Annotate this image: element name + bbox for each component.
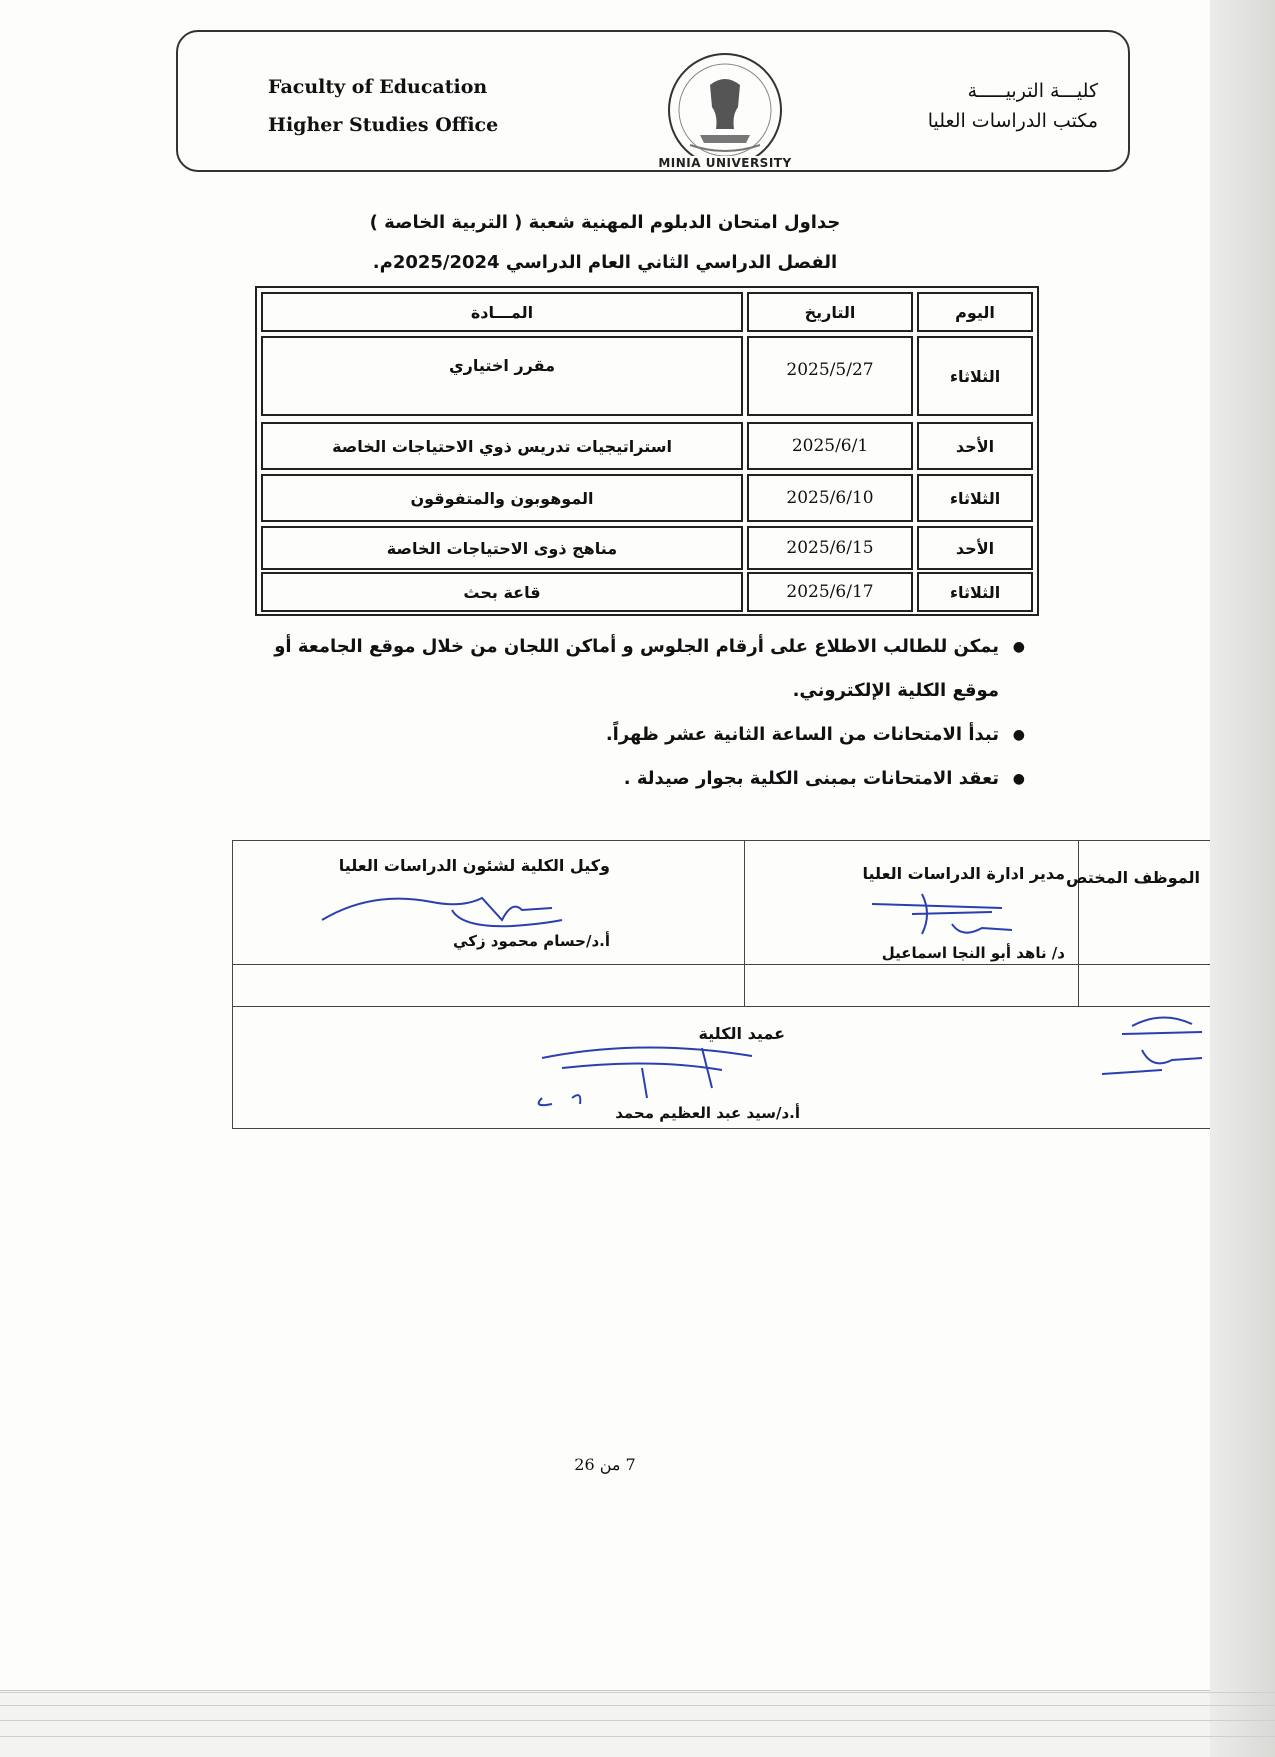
office-name-en: Higher Studies Office bbox=[268, 114, 499, 136]
row-subject: مناهج ذوى الاحتياجات الخاصة bbox=[261, 526, 743, 570]
row-day: الثلاثاء bbox=[917, 474, 1033, 522]
header-date: التاريخ bbox=[747, 292, 913, 332]
row-subject: مقرر اختياري bbox=[261, 336, 743, 416]
paper-stack-line bbox=[0, 1736, 1275, 1737]
page-number: 7 من 26 bbox=[574, 1455, 636, 1474]
note-text: يمكن للطالب الاطلاع على أرقام الجلوس و أماكن اللجان من خلال موقع الجامعة أو موقع الكلية الإلكتروني. bbox=[274, 636, 999, 701]
employee-signature-icon bbox=[1092, 1010, 1212, 1080]
row-date: 2025/6/15 bbox=[747, 526, 913, 570]
bullet-icon: ● bbox=[1012, 727, 1025, 743]
row-day: الثلاثاء bbox=[917, 336, 1033, 416]
exam-schedule-table bbox=[255, 286, 1039, 616]
paper-stack-line bbox=[0, 1720, 1275, 1721]
row-subject: استراتيجيات تدريس ذوي الاحتياجات الخاصة bbox=[261, 422, 743, 470]
row-day: الأحد bbox=[917, 422, 1033, 470]
faculty-name-ar: كليـــة التربيـــــة bbox=[967, 80, 1098, 102]
bullet-icon: ● bbox=[1012, 771, 1025, 787]
note-text: تبدأ الامتحانات من الساعة الثانية عشر ظهراً. bbox=[605, 724, 999, 745]
paper-stack-line bbox=[0, 1692, 1275, 1693]
note-item bbox=[250, 757, 1025, 801]
vice-dean-name: أ.د/حسام محمود زكي bbox=[453, 932, 610, 950]
semester-title: الفصل الدراسي الثاني العام الدراسي 2025/2024م. bbox=[372, 252, 838, 273]
english-header bbox=[268, 68, 498, 144]
row-date: 2025/6/10 bbox=[747, 474, 913, 522]
dean-name: أ.د/سيد عبد العظيم محمد bbox=[615, 1104, 800, 1122]
logo-caption: MINIA UNIVERSITY bbox=[650, 156, 800, 170]
row-subject: الموهوبون والمتفوقون bbox=[261, 474, 743, 522]
row-date: 2025/6/1 bbox=[747, 422, 913, 470]
signature-table bbox=[232, 840, 1210, 1130]
director-label: مدير ادارة الدراسات العليا bbox=[862, 864, 1065, 883]
header-subject: المـــادة bbox=[261, 292, 743, 332]
paper-stack-line bbox=[0, 1705, 1275, 1706]
faculty-name-en: Faculty of Education bbox=[268, 76, 488, 98]
director-signature-icon bbox=[852, 884, 1032, 944]
header-day: اليوم bbox=[917, 292, 1033, 332]
employee-label: الموظف المختص bbox=[1065, 868, 1200, 887]
bullet-icon: ● bbox=[1012, 639, 1025, 655]
row-date: 2025/6/17 bbox=[747, 572, 913, 612]
vice-dean-label: وكيل الكلية لشئون الدراسات العليا bbox=[338, 856, 610, 875]
row-day: الثلاثاء bbox=[917, 572, 1033, 612]
note-item bbox=[250, 625, 1025, 713]
note-text: تعقد الامتحانات بمبنى الكلية بجوار صيدلة . bbox=[623, 768, 999, 789]
note-item bbox=[250, 713, 1025, 757]
vice-dean-signature-icon bbox=[312, 880, 572, 940]
row-date: 2025/5/27 bbox=[747, 336, 913, 416]
office-name-ar: مكتب الدراسات العليا bbox=[927, 110, 1098, 132]
exam-notes-list bbox=[250, 625, 1025, 801]
dean-label: عميد الكلية bbox=[698, 1024, 785, 1043]
page-edge-shadow bbox=[1210, 0, 1275, 1757]
arabic-header bbox=[928, 76, 1098, 136]
schedule-title: جداول امتحان الدبلوم المهنية شعبة ( التربية الخاصة ) bbox=[369, 212, 841, 233]
row-subject: قاعة بحث bbox=[261, 572, 743, 612]
row-day: الأحد bbox=[917, 526, 1033, 570]
director-name: د/ ناهد أبو النجا اسماعيل bbox=[881, 944, 1065, 962]
letterhead-frame bbox=[176, 30, 1130, 172]
dean-signature-icon bbox=[522, 1038, 782, 1108]
